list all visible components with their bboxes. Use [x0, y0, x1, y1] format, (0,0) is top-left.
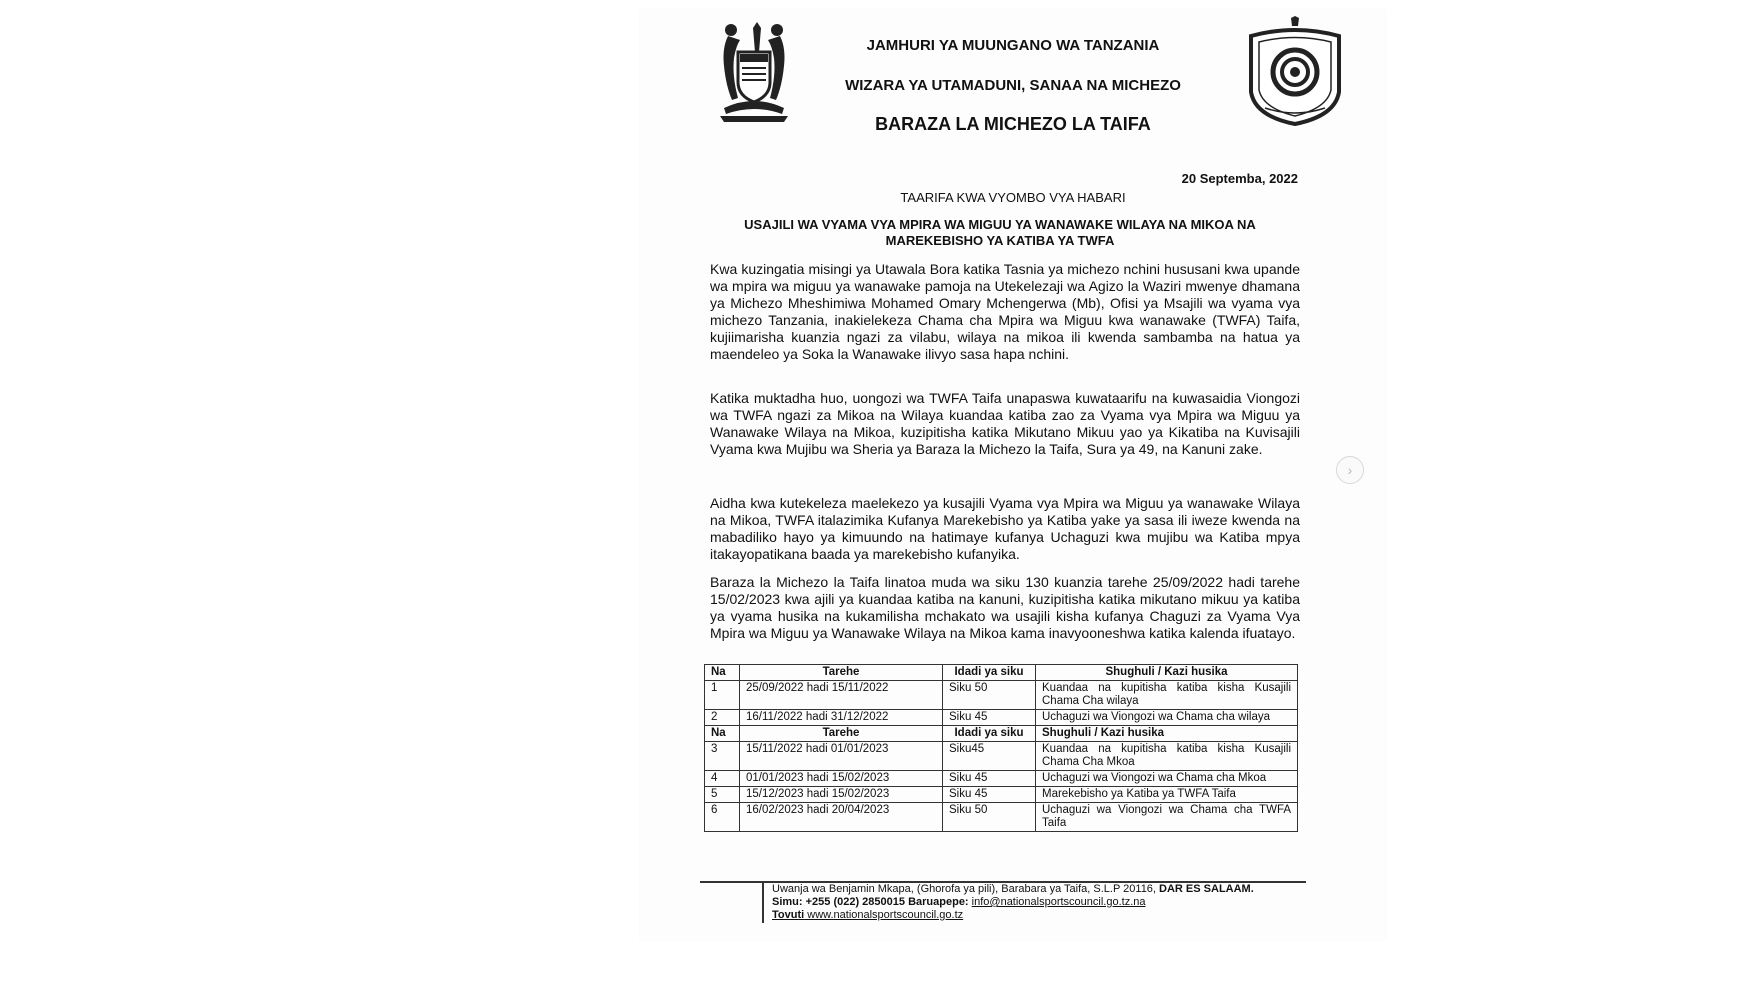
table-row [705, 681, 1298, 710]
table-row [705, 771, 1298, 787]
column-header: Idadi ya siku [943, 726, 1036, 742]
table-cell: 01/01/2023 hadi 15/02/2023 [740, 771, 943, 787]
table-cell: 3 [705, 742, 740, 771]
paragraph: Baraza la Michezo la Taifa linatoa muda wa siku 130 kuanzia tarehe 25/09/2022 hadi tarehe 15/02/2023 kwa ajili ya kuandaa katiba na kanuni, kuzipitisha katika mikutano mikuu ya katiba ya vyama husika na kukamilisha mchakato wa usajili kisha kufanya Chaguzi za Vyama Vya Mpira wa Miguu ya Wanawake Wilaya na Mikoa kama inavyooneshwa katika kalenda ifuatayo. [710, 574, 1300, 641]
table-cell: 15/11/2022 hadi 01/01/2023 [740, 742, 943, 771]
table-cell: 2 [705, 710, 740, 726]
table-row [705, 787, 1298, 803]
table-cell: 4 [705, 771, 740, 787]
document-date: 20 Septemba, 2022 [1181, 171, 1298, 186]
paragraph: Kwa kuzingatia misingi ya Utawala Bora katika Tasnia ya michezo nchini hususani kwa upande wa mpira wa miguu ya wanawake pamoja na Utekelezaji wa Agizo la Waziri mwenye dhamana ya Michezo Mheshimiwa Mohamed Omary Mchengerwa (Mb), Ofisi ya Msajili wa vyama vya michezo Tanzania, inakielekeza Chama cha Mpira wa Miguu kwa wanawake (TWFA) Taifa, kujiimarisha kuanzia ngazi za vilabu, wilaya na mikoa ili kwenda sambamba na hatua ya maendeleo ya Soka la Wanawake ilivyo sasa hapa nchini. [710, 261, 1300, 362]
email-label: Baruapepe: [908, 896, 969, 908]
table-row [705, 803, 1298, 832]
header-republic: JAMHURI YA MUUNGANO WA TANZANIA [866, 37, 1160, 54]
column-header: Idadi ya siku [943, 665, 1036, 681]
footer-website [772, 909, 1254, 922]
table-row [705, 710, 1298, 726]
email-link[interactable]: info@nationalsportscouncil.go.tz.na [971, 896, 1146, 908]
national-sports-council-seal-icon [1245, 16, 1345, 128]
table-cell: Siku45 [943, 742, 1036, 771]
header-council: BARAZA LA MICHEZO LA TAIFA [875, 114, 1151, 134]
table-cell: 16/11/2022 hadi 31/12/2022 [740, 710, 943, 726]
column-header: Shughuli / Kazi husika [1036, 726, 1298, 742]
table-cell: 6 [705, 803, 740, 832]
column-header: Na [705, 726, 740, 742]
web-label: Tovuti [772, 909, 805, 921]
table-cell: Kuandaa na kupitisha katiba kisha Kusajili Chama Cha Mkoa [1036, 742, 1298, 771]
table-cell: 5 [705, 787, 740, 803]
footer-address [772, 883, 1254, 896]
table-cell: Uchaguzi wa Viongozi wa Chama cha Mkoa [1036, 771, 1298, 787]
table-cell: Siku 45 [943, 710, 1036, 726]
table-row [705, 742, 1298, 771]
press-release-document [640, 10, 1386, 940]
column-header: Tarehe [740, 665, 943, 681]
table-cell: 16/02/2023 hadi 20/04/2023 [740, 803, 943, 832]
table-cell: Uchaguzi wa Viongozi wa Chama cha TWFA Taifa [1036, 803, 1298, 832]
paragraph: Katika muktadha huo, uongozi wa TWFA Taifa unapaswa kuwataarifu na kuwasaidia Viongozi wa TWFA ngazi za Mikoa na Wilaya kuandaa katiba zao za Vyama vya Mpira wa Miguu ya Wanawake Wilaya na Mikoa, kuzipitisha katika Mikutano Mikuu yao ya Kikatiba na Kuvisajili Vyama kwa Mujibu wa Sheria ya Baraza la Michezo la Taifa, Sura ya 49, na Kanuni zake. [710, 390, 1300, 457]
table-cell: Kuandaa na kupitisha katiba kisha Kusajili Chama Cha wilaya [1036, 681, 1298, 710]
chevron-right-icon: › [1347, 462, 1353, 478]
table-header-row [705, 665, 1298, 681]
column-header: Tarehe [740, 726, 943, 742]
table-cell: Siku 45 [943, 771, 1036, 787]
table-cell: Marekebisho ya Katiba ya TWFA Taifa [1036, 787, 1298, 803]
next-button[interactable] [1336, 456, 1364, 484]
table-cell: 1 [705, 681, 740, 710]
footer-contact [772, 883, 1254, 922]
table-cell: 15/12/2023 hadi 15/02/2023 [740, 787, 943, 803]
address-text: Uwanja wa Benjamin Mkapa, (Ghorofa ya pili), Barabara ya Taifa, S.L.P 20116, [772, 883, 1160, 895]
header-ministry: WIZARA YA UTAMADUNI, SANAA NA MICHEZO [845, 77, 1181, 94]
table-cell: 25/09/2022 hadi 15/11/2022 [740, 681, 943, 710]
phone-number: +255 (022) 2850015 [802, 896, 909, 908]
schedule-table [704, 664, 1298, 832]
phone-label: Simu: [772, 896, 803, 908]
table-header-row [705, 726, 1298, 742]
paragraph: Aidha kwa kutekeleza maelekezo ya kusajili Vyama vya Mpira wa Miguu ya wanawake Wilaya na Mikoa, TWFA italazimika Kufanya Marekebisho ya Katiba yake ya sasa ili iweze kwenda na mabadiliko hayo ya kimuundo na hatimaye kufanya Uchaguzi kwa mujibu wa Katiba mpya itakayopatikana baada ya marekebisho kufanyika. [710, 495, 1300, 562]
column-header: Shughuli / Kazi husika [1036, 665, 1298, 681]
footer-divider-vertical [762, 883, 764, 923]
address-city: DAR ES SALAAM. [1159, 883, 1254, 895]
table-cell: Siku 50 [943, 681, 1036, 710]
table-cell: Siku 50 [943, 803, 1036, 832]
document-subject: USAJILI WA VYAMA VYA MPIRA WA MIGUU YA WANAWAKE WILAYA NA MIKOA NA MAREKEBISHO YA KATIBA YA TWFA [744, 217, 1256, 248]
website-link[interactable]: www.nationalsportscouncil.go.tz [804, 909, 964, 921]
press-notice-title: TAARIFA KWA VYOMBO VYA HABARI [900, 190, 1126, 205]
column-header: Na [705, 665, 740, 681]
table-cell: Siku 45 [943, 787, 1036, 803]
table-cell: Uchaguzi wa Viongozi wa Chama cha wilaya [1036, 710, 1298, 726]
footer-phone-email [772, 896, 1254, 909]
